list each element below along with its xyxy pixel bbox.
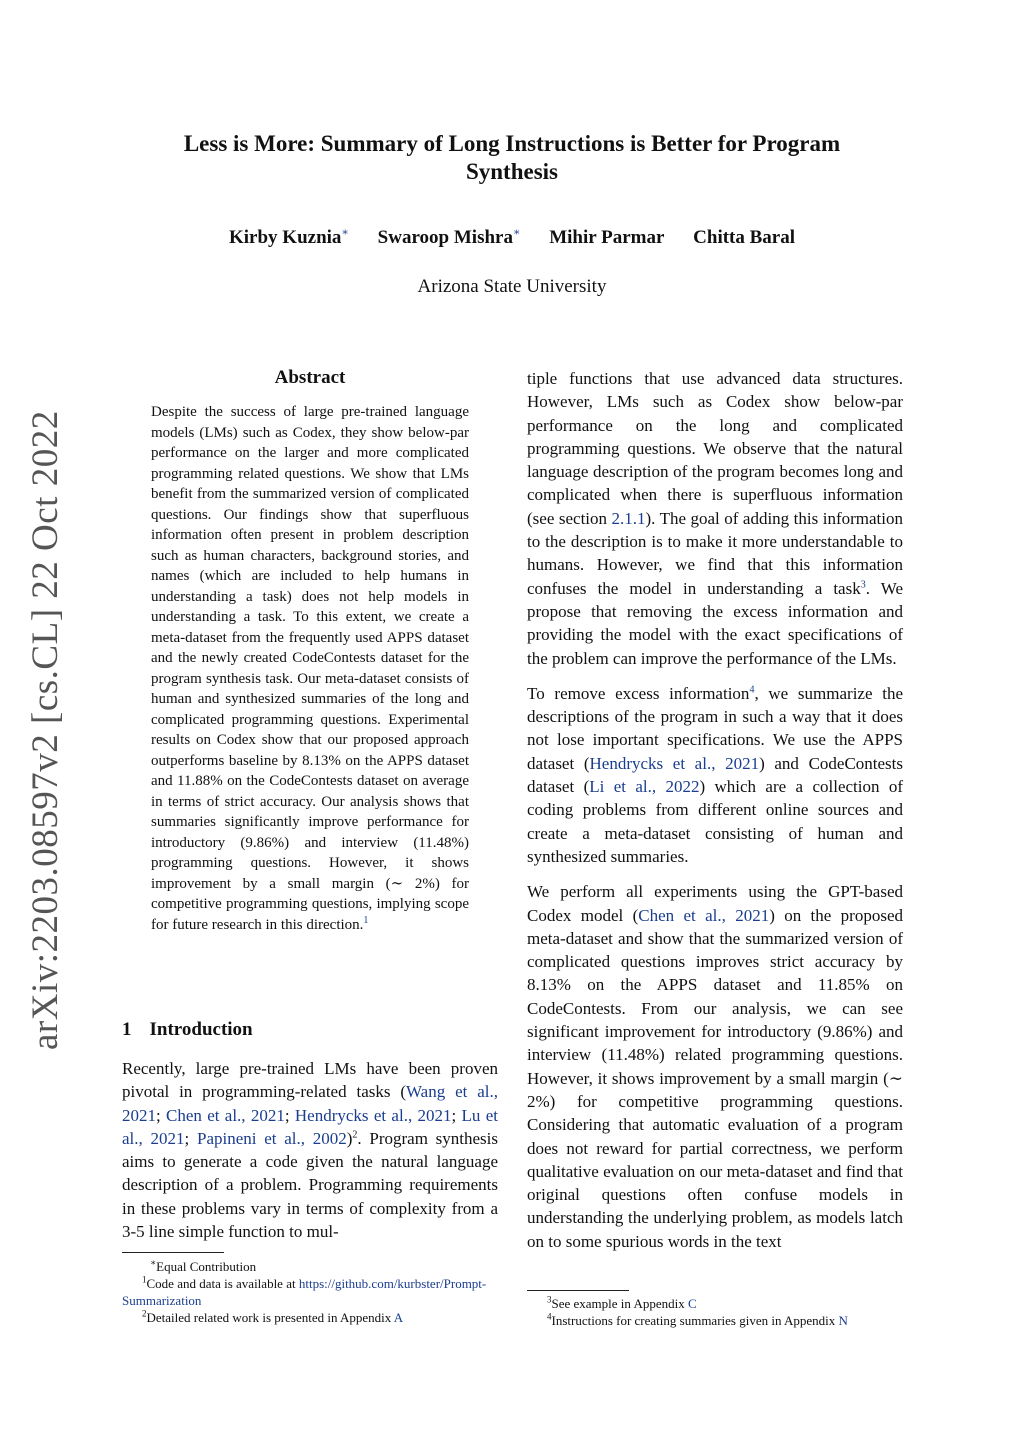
author-list xyxy=(150,226,874,250)
footnote: $^2$Detailed related work is presented in Appendix A xyxy=(142,1308,404,1325)
paragraph: To remove excess information$^4$, we summarize the descriptions of the program in such a way that it does not lose important specifications. We use the APPS dataset (Hendrycks et al., 2021) and CodeContests dataset (Li et al., 2022) which are a collection of coding problems from different online sources and create a meta-dataset consisting of human and synthesized summaries. xyxy=(527,683,904,866)
footnote: $^4$Instructions for creating summaries given in Appendix N xyxy=(547,1311,848,1328)
citation-link[interactable]: Chen et al., 2021 xyxy=(638,905,770,925)
footnote-marker[interactable]: 4 xyxy=(749,684,755,696)
author: Chitta Baral xyxy=(693,227,796,248)
footnotes-right xyxy=(527,1295,903,1329)
citation-link[interactable]: Papineni et al., 2002 xyxy=(196,1128,347,1148)
footnote-rule xyxy=(527,1290,629,1291)
right-column xyxy=(527,367,903,1265)
intro-paragraph: Recently, large pre-trained LMs have been proven pivotal in programming-related tasks (Wang et al., 2021; Chen et al., 2021; Hendrycks et al., 2021; Lu et al., 2021; Papineni et al., 2002)$^2$. Program synthesis aims to generate a code given the natural language description of a problem. Programming requirements in these problems vary in terms of complexity from a 3-5 line simple function to mul- xyxy=(122,1059,498,1242)
footnote-marker[interactable]: 2 xyxy=(352,1129,358,1141)
section-ref-link[interactable]: 2.1.1 xyxy=(611,508,646,528)
affiliation: Arizona State University xyxy=(417,276,607,297)
appendix-link[interactable]: N xyxy=(838,1313,848,1328)
citation-link[interactable]: Hendrycks et al., 2021 xyxy=(294,1105,452,1125)
appendix-link[interactable]: C xyxy=(687,1296,697,1311)
citation-link[interactable]: Lu et al., 2021 xyxy=(122,1105,498,1148)
repo-link[interactable]: https://github.com/kurbster/Prompt-Summarization xyxy=(122,1276,487,1308)
appendix-link[interactable]: A xyxy=(393,1310,404,1325)
footnote-rule xyxy=(122,1252,224,1253)
abstract-text: Despite the success of large pre-trained language models (LMs) such as Codex, they show below-par performance on the larger and more complicated programming related questions. We show that LMs benefit from the summarized version of complicated questions. Our findings show that superfluous information often present in problem description such as human characters, background stories, and names (which are included to help humans in understanding a task) does not help models in understanding a task. To this extent, we create a meta-dataset from the frequently used APPS dataset and the newly created CodeContests dataset for the program synthesis task. Our meta-dataset consists of human and synthesized summaries of the long and complicated programming questions. Experimental results on Codex show that our proposed approach outperforms baseline by 8.13% on the APPS dataset and 11.88% on the CodeContests dataset on average in terms of strict accuracy. Our analysis shows that summaries significantly improve performance for introductory (9.86%) and interview (11.48%) programming questions. However, it shows improvement by a small margin (∼ 2%) for competitive programming questions, implying scope for future research in this direction.$^1$ xyxy=(151,404,469,933)
citation-link[interactable]: Hendrycks et al., 2021 xyxy=(589,753,760,773)
footnote: $^3$See example in Appendix C xyxy=(547,1294,697,1311)
citation-link[interactable]: Wang et al., 2021 xyxy=(122,1082,498,1125)
citation-link[interactable]: Chen et al., 2021 xyxy=(166,1105,285,1125)
author: Kirby Kuznia∗ xyxy=(228,226,349,248)
citation-link[interactable]: Li et al., 2022 xyxy=(589,777,700,797)
author: Mihir Parmar xyxy=(549,227,665,248)
paragraph: We perform all experiments using the GPT-based Codex model (Chen et al., 2021) on the proposed meta-dataset and show that the summarized version of complicated questions improves strict accuracy by 8.13% on the APPS dataset and 11.85% on CodeContests. From our analysis, we can see significant improvement for introductory (9.86%) and interview (11.48%) related programming questions. However, it shows improvement by a small margin (∼ 2%) for competitive programming questions. Considering that automatic evaluation of a program does not reward for partial correctness, we perform qualitative evaluation on our meta-dataset and find that original questions often confuse models in understanding the underlying problem, as models latch on to some spurious words in the text xyxy=(527,882,903,1251)
paper-title: Less is More: Summary of Long Instructions is Better for Program Synthesis xyxy=(183,131,841,184)
paragraph: tiple functions that use advanced data structures. However, LMs such as Codex show below-par performance on the long and complicated programming questions. We observe that the natural language description of the program becomes long and complicated when there is superfluous information (see section 2.1.1). The goal of adding this information to the description is to make it more understandable to humans. However, we find that this information confuses the model in understanding a task$^3$. We propose that removing the excess information and providing the model with the exact specifications of the problem can improve the performance of the LMs. xyxy=(527,369,903,668)
footnote: ∗Equal Contribution xyxy=(150,1257,257,1274)
footnotes-left xyxy=(122,1258,498,1326)
abstract-heading: Abstract xyxy=(274,367,346,388)
section-heading: 1 Introduction xyxy=(122,1019,253,1040)
author: Swaroop Mishra∗ xyxy=(377,226,521,248)
footnote-marker[interactable]: 1 xyxy=(363,914,369,926)
footnote: $^1$Code and data is available at https://github.com/kurbster/Prompt-Summarization xyxy=(122,1274,487,1308)
arxiv-identifier: arXiv:2203.08597v2 [cs.CL] 22 Oct 2022 xyxy=(25,410,66,1050)
footnote-marker[interactable]: 3 xyxy=(860,579,866,591)
